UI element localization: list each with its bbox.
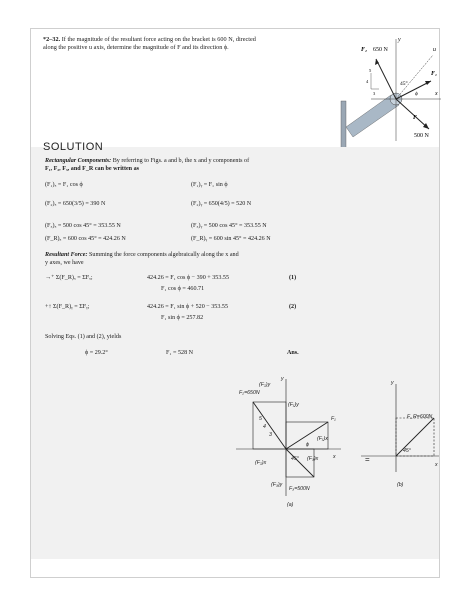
problem-text: If the magnitude of the resultant force acting on the bracket is 600 N, directed along the positive u axis, determine the magnitude of F and its direction ϕ. bbox=[43, 36, 256, 52]
ratio-triangle bbox=[371, 73, 379, 89]
sketch-f1y-label: (F₁)y bbox=[288, 402, 299, 408]
sketch-b-y-label: y bbox=[391, 380, 394, 386]
sketch-phi-label: ϕ bbox=[306, 442, 309, 448]
eq-frx: (F_R)ₓ = 600 cos 45° = 424.26 N bbox=[45, 236, 126, 242]
resultant-heading: Resultant Force: bbox=[45, 252, 88, 258]
sketch-fr-label: F_R=600N bbox=[407, 414, 433, 420]
sketch-y-label: y bbox=[281, 376, 284, 382]
eq-f2y: (F₂)ᵧ = 650(4/5) = 520 N bbox=[191, 201, 252, 207]
sketch-caption-b: (b) bbox=[397, 482, 404, 488]
resultant-text-2: y axes, we have bbox=[45, 260, 84, 266]
f3-label: F bbox=[413, 115, 418, 121]
sketch-f3y-label: (F₃)y bbox=[271, 482, 283, 488]
phi-result: ϕ = 29.2° bbox=[85, 350, 108, 356]
sketch-b-angle: 45° bbox=[403, 448, 411, 454]
ratio-4-label: 4 bbox=[366, 79, 369, 84]
eq-f1y: (F₁)ᵧ = F₁ sin ϕ bbox=[191, 182, 228, 188]
answer-label: Ans. bbox=[287, 350, 299, 356]
solving-text: Solving Eqs. (1) and (2), yields bbox=[45, 334, 122, 340]
sum-y-number: (2) bbox=[289, 304, 297, 310]
sketch-f1-label: F₁ bbox=[331, 416, 336, 422]
sketch-f2y-label: (F₂)y bbox=[259, 382, 271, 388]
f1-arrowhead bbox=[425, 81, 431, 85]
eq-f2x: (F₂)ₓ = 650(3/5) = 390 N bbox=[45, 201, 106, 207]
sum-x-right-1: 424.26 = F₁ cos ϕ − 390 + 353.55 bbox=[147, 275, 229, 281]
eq-fry: (F_R)ᵧ = 600 sin 45° = 424.26 N bbox=[191, 236, 271, 242]
rect-text-2: F₁, F₂, F₃, and F_R can be written as bbox=[45, 166, 140, 172]
sketch-x-label: x bbox=[333, 454, 336, 460]
document-page bbox=[30, 28, 440, 578]
sketch-four: 4 bbox=[263, 424, 266, 430]
f3-vector bbox=[286, 449, 314, 477]
sketch-f1x-label: (F₁)x bbox=[317, 436, 328, 442]
sketch-three: 3 bbox=[269, 432, 272, 438]
sketch-five: 5 bbox=[259, 416, 262, 422]
sketch-f2-label: F₂=650N bbox=[239, 390, 260, 396]
eq-f1x: (F₁)ₓ = F₁ cos ϕ bbox=[45, 182, 83, 188]
sum-x-right-2: F₁ cos ϕ = 460.71 bbox=[161, 286, 205, 292]
sketch-b-x-label: x bbox=[435, 462, 438, 468]
resultant-text: Summing the force components algebraically along the x and bbox=[87, 252, 239, 258]
sum-y-right-1: 424.26 = F₁ sin ϕ + 520 − 353.55 bbox=[147, 304, 228, 310]
f3-arrow bbox=[396, 99, 429, 129]
f1-result: F₁ = 528 N bbox=[166, 350, 194, 356]
sum-x-number: (1) bbox=[289, 275, 297, 281]
ratio-3-label: 3 bbox=[373, 91, 376, 96]
free-body-sketch bbox=[231, 374, 441, 524]
sketch-equals: = bbox=[365, 455, 370, 464]
f2-value: 650 N bbox=[373, 47, 388, 53]
problem-statement bbox=[43, 36, 265, 53]
f2-label: F₂ bbox=[361, 47, 368, 53]
sum-y-left: +↑ Σ(F_R)ᵧ = ΣFᵧ; bbox=[45, 304, 90, 310]
ratio-5-label: 5 bbox=[369, 68, 372, 73]
x-axis-label: x bbox=[435, 91, 438, 97]
sketch-angle-label: 45° bbox=[291, 456, 299, 462]
rectangular-components-paragraph bbox=[45, 157, 310, 173]
f1-label: F₁ bbox=[431, 71, 438, 77]
sum-x-left: →⁺ Σ(F_R)ₓ = ΣFₓ; bbox=[45, 275, 93, 281]
bracket-figure bbox=[301, 29, 441, 164]
u-axis-label: u bbox=[433, 47, 436, 53]
rect-heading: Rectangular Components: bbox=[45, 158, 112, 164]
phi-label: ϕ bbox=[415, 91, 418, 97]
problem-number: *2–32. bbox=[43, 36, 61, 43]
f3-value: 500 N bbox=[414, 133, 429, 139]
f2-arrow bbox=[376, 59, 396, 99]
sketch-f3x-label: (F₃)x bbox=[307, 456, 319, 462]
eq-f3x: (F₃)ₓ = 500 cos 45° = 353.55 N bbox=[45, 223, 121, 229]
eq-f3y: (F₃)ᵧ = 500 cos 45° = 353.55 N bbox=[191, 223, 267, 229]
solution-title: SOLUTION bbox=[43, 141, 104, 153]
sketch-f3-label: F₃=500N bbox=[289, 486, 310, 492]
f2-vector bbox=[253, 402, 286, 449]
fr-vector bbox=[396, 418, 434, 456]
angle-label: 45° bbox=[400, 81, 408, 87]
sketch-f2x-label: (F₂)x bbox=[255, 460, 267, 466]
resultant-force-paragraph bbox=[45, 251, 310, 267]
y-axis-label: y bbox=[398, 37, 401, 43]
sketch-caption-a: (a) bbox=[287, 502, 294, 508]
sum-y-right-2: F₁ sin ϕ = 257.82 bbox=[161, 315, 204, 321]
rect-text: By referring to Figs. a and b, the x and y components of bbox=[111, 158, 250, 164]
